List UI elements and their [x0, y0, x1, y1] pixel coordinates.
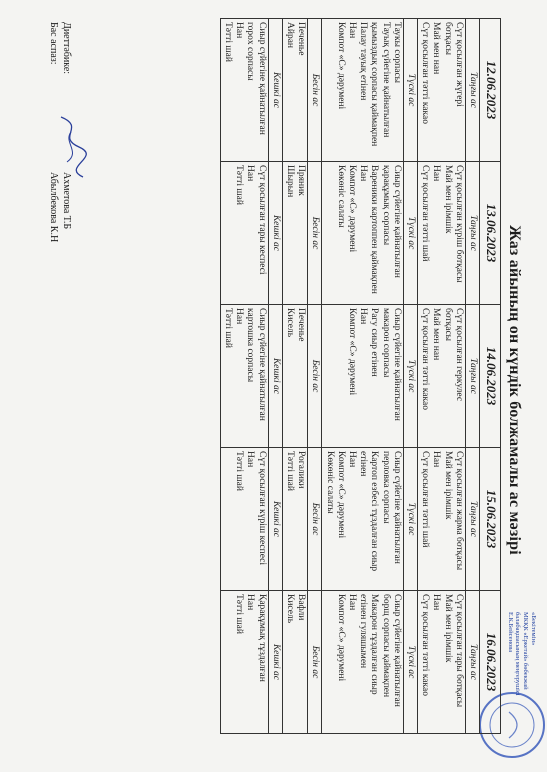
- menu-item: Нан: [245, 594, 256, 611]
- menu-item: Тәтті шай: [234, 594, 245, 634]
- breakfast-items: [417, 162, 465, 305]
- breakfast-label: Таңғы ас: [465, 19, 479, 162]
- snack-label: Бесін ас: [308, 305, 322, 448]
- menu-item: Компот «С» дәруменi: [335, 451, 346, 539]
- menu-item: Тауық сүйегіне қайнатылған: [380, 22, 391, 138]
- lunch-label: Түскі ас: [403, 162, 417, 305]
- dinner-items: [220, 591, 268, 734]
- menu-item: Май мен ірімшік: [442, 165, 453, 234]
- snack-items: [282, 448, 307, 591]
- menu-item: Тәтті шай: [222, 308, 233, 348]
- dinner-label: Кешкі ас: [268, 19, 282, 162]
- menu-item: перловка сорпасы: [380, 451, 391, 524]
- menu-item: Сүт қосылған тәтті шай: [420, 165, 431, 262]
- lunch-items: [322, 305, 403, 448]
- breakfast-label: Таңғы ас: [465, 305, 479, 448]
- menu-item: борщ сорпасы қаймақпен: [380, 594, 391, 698]
- menu-item: Сиыр сүйегіне қайнатылған: [391, 165, 402, 278]
- approval-block: [506, 612, 537, 772]
- day-date-header: 12.06.2023: [480, 19, 501, 162]
- snack-items: [282, 305, 307, 448]
- menu-item: Нан: [346, 451, 357, 468]
- menu-item: Сиыр сүйегіне қайнатылған: [256, 22, 267, 135]
- breakfast-label: Таңғы ас: [465, 162, 479, 305]
- dinner-items: [220, 19, 268, 162]
- menu-item: Сүт қосылған тары ботқасы: [453, 594, 464, 708]
- snack-label: Бесін ас: [308, 19, 322, 162]
- dinner-label: Кешкі ас: [268, 448, 282, 591]
- snack-items: [282, 19, 307, 162]
- menu-item: Макарон тұздалған сиыр: [369, 594, 380, 695]
- breakfast-items: [417, 448, 465, 591]
- dinner-label: Кешкі ас: [268, 305, 282, 448]
- menu-item: Картоп езбесі тұздалған сиыр: [369, 451, 380, 572]
- menu-item: Май мен ірімшік: [442, 451, 453, 520]
- menu-item: Вареники картоппен қаймақпен: [369, 165, 380, 294]
- snack-label: Бесін ас: [308, 448, 322, 591]
- menu-item: Айран: [284, 22, 295, 48]
- menu-item: Қарақұмық тұздалған: [256, 594, 267, 682]
- menu-item: Көкөніс салаты: [324, 451, 335, 514]
- menu-item: ботқасы: [442, 308, 453, 342]
- menu-item: Компот «С» дәруменi: [346, 308, 357, 396]
- day-date-header: 15.06.2023: [480, 448, 501, 591]
- menu-item: Сүт қосылған күріш кеспесі: [256, 451, 267, 566]
- menu-item: Нан: [431, 594, 442, 611]
- menu-item: Нан: [234, 22, 245, 39]
- menu-item: Нан: [431, 451, 442, 468]
- menu-item: Нан: [431, 165, 442, 182]
- menu-item: қарақұмық сорпасы: [380, 165, 391, 246]
- menu-item: Май мен ірімшік: [442, 594, 453, 663]
- menu-item: Сиыр сүйегіне қайнатылған: [391, 594, 402, 707]
- menu-item: қымыздық сорпасы қаймақпен: [369, 22, 380, 147]
- menu-item: Нан: [245, 451, 256, 468]
- breakfast-items: [417, 305, 465, 448]
- dinner-label: Кешкі ас: [268, 162, 282, 305]
- menu-item: Палау тауық етінен: [358, 22, 369, 101]
- menu-item: Сүт қосылған жүгері: [453, 22, 464, 107]
- menu-item: Сиыр сүйегіне қайнатылған: [391, 451, 402, 564]
- snack-items: [282, 162, 307, 305]
- menu-item: Шырын: [284, 165, 295, 198]
- menu-item: Нан: [234, 308, 245, 325]
- cook-name: Абылбекова К.Н: [48, 172, 59, 243]
- menu-item: Нан: [346, 22, 357, 39]
- lunch-label: Түскі ас: [403, 448, 417, 591]
- menu-item: Пряник: [296, 165, 307, 196]
- breakfast-label: Таңғы ас: [465, 591, 479, 734]
- menu-item: Таукы сорпасы: [391, 22, 402, 84]
- menu-item: Печенье: [296, 308, 307, 342]
- lunch-label: Түскі ас: [403, 19, 417, 162]
- menu-table: [220, 18, 501, 734]
- dinner-items: [220, 162, 268, 305]
- menu-item: макарон сорпасы: [380, 308, 391, 378]
- menu-item: Көкөніс салаты: [335, 165, 346, 228]
- menu-item: Сүт қосылған тары кеспесі: [256, 165, 267, 275]
- approval-line: «Бекітемін»: [530, 612, 537, 646]
- menu-item: Сүт қосылған тәтті шай: [420, 451, 431, 548]
- lunch-label: Түскі ас: [403, 305, 417, 448]
- menu-item: етінен гуляшымен: [358, 594, 369, 669]
- dinner-items: [220, 448, 268, 591]
- menu-item: картошка сорпасы: [245, 308, 256, 383]
- menu-item: Тәтті шай: [234, 451, 245, 491]
- menu-item: Нан: [346, 594, 357, 611]
- lunch-items: [322, 448, 403, 591]
- menu-item: Рогалики: [296, 451, 307, 489]
- snack-label: Бесін ас: [308, 162, 322, 305]
- menu-item: гороx сорпасы: [245, 22, 256, 81]
- lunch-label: Түскі ас: [403, 591, 417, 734]
- day-date-header: 13.06.2023: [480, 162, 501, 305]
- lunch-items: [322, 19, 403, 162]
- page-title: Жаз айының он күндік болжамалы ас мәзірі: [506, 225, 523, 555]
- dietitian-name: Ахметова Т.Б: [61, 172, 72, 230]
- menu-item: Тәтті шай: [234, 165, 245, 205]
- snack-items: [282, 591, 307, 734]
- approval-line: МКҚК «Еркетай» бөбекжай: [522, 612, 530, 690]
- menu-item: Нан: [358, 165, 369, 182]
- menu-item: Рагу сиыр етінен: [369, 308, 380, 377]
- menu-item: Сиыр сүйегіне қайнатылған: [256, 308, 267, 421]
- menu-item: Компот «С» дәруменi: [335, 22, 346, 110]
- day-date-header: 16.06.2023: [480, 591, 501, 734]
- snack-label: Бесін ас: [308, 591, 322, 734]
- menu-item: Сүт қосылған тәтті какао: [420, 22, 431, 124]
- breakfast-items: [417, 19, 465, 162]
- menu-item: Печенье: [296, 22, 307, 56]
- menu-item: Сүт қосылған тәтті какао: [420, 308, 431, 410]
- menu-item: Нан: [245, 165, 256, 182]
- menu-item: Кисель: [284, 308, 295, 338]
- menu-item: Сүт қосылған геркулес: [453, 308, 464, 402]
- menu-item: Компот «С» дәруменi: [335, 594, 346, 682]
- menu-item: Тәтті шай: [284, 451, 295, 491]
- dinner-label: Кешкі ас: [268, 591, 282, 734]
- breakfast-label: Таңғы ас: [465, 448, 479, 591]
- day-date-header: 14.06.2023: [480, 305, 501, 448]
- dinner-items: [220, 305, 268, 448]
- menu-item: Сиыр сүйегіне қайнатылған: [391, 308, 402, 421]
- menu-item: Сүт қосылған жарма ботқасы: [453, 451, 464, 571]
- menu-item: Тәтті шай: [222, 22, 233, 62]
- breakfast-items: [417, 591, 465, 734]
- lunch-items: [322, 591, 403, 734]
- lunch-items: [322, 162, 403, 305]
- menu-item: Компот «С» дәруменi: [346, 165, 357, 253]
- menu-item: Май мен нан: [431, 308, 442, 361]
- menu-item: Май мен нан: [431, 22, 442, 75]
- cook-label: Бас аспаз:: [48, 22, 59, 65]
- menu-item: Нан: [358, 308, 369, 325]
- approval-line: Е.К.Бейсенова: [506, 612, 514, 653]
- menu-item: Сүт қосылған тәтті какао: [420, 594, 431, 696]
- menu-item: ботқасы: [442, 22, 453, 56]
- menu-item: етінен: [358, 451, 369, 477]
- menu-item: Сүт қосылған күріш ботқасы: [453, 165, 464, 283]
- signature-block: [47, 22, 73, 243]
- menu-item: Кисель: [284, 594, 295, 624]
- approval-line: балабақшасының меңгерушісі: [514, 612, 522, 696]
- dietitian-label: Диеттәбике:: [61, 22, 72, 75]
- menu-item: Вафли: [296, 594, 307, 621]
